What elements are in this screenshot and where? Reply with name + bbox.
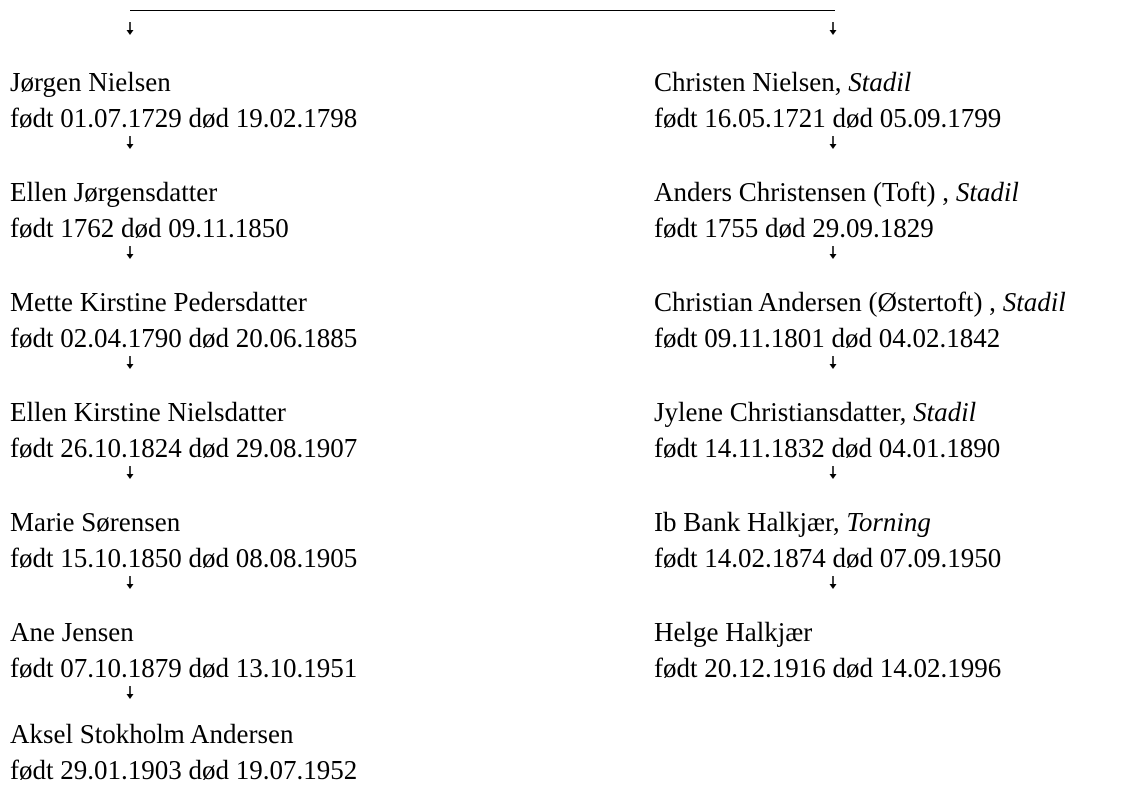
person-place: Torning — [846, 507, 931, 537]
person-name: Anders Christensen (Toft) , — [654, 177, 950, 207]
person-dates: født 07.10.1879 død 13.10.1951 — [10, 653, 358, 683]
person-name: Helge Halkjær — [654, 617, 813, 647]
arrow-down-icon — [125, 576, 135, 590]
person-name: Christian Andersen (Østertoft) , — [654, 287, 996, 317]
arrow-down-icon — [828, 136, 838, 150]
arrow-down-icon — [828, 22, 838, 36]
ancestor-entry — [10, 174, 289, 246]
person-name: Jørgen Nielsen — [10, 67, 171, 97]
arrow-down-icon — [828, 576, 838, 590]
arrow-down-icon — [125, 136, 135, 150]
person-dates: født 29.01.1903 død 19.07.1952 — [10, 755, 358, 785]
person-place: Stadil — [955, 177, 1019, 207]
ancestor-entry — [10, 394, 357, 466]
ancestor-entry — [654, 504, 1001, 576]
person-dates: født 16.05.1721 død 05.09.1799 — [654, 103, 1002, 133]
arrow-down-icon — [125, 22, 135, 36]
ancestor-entry — [654, 64, 1001, 136]
arrow-down-icon — [125, 356, 135, 370]
arrow-down-icon — [828, 246, 838, 260]
person-name: Mette Kirstine Pedersdatter — [10, 287, 307, 317]
person-dates: født 14.11.1832 død 04.01.1890 — [654, 433, 1001, 463]
person-dates: født 1762 død 09.11.1850 — [10, 213, 289, 243]
arrow-down-icon — [125, 246, 135, 260]
person-dates: født 14.02.1874 død 07.09.1950 — [654, 543, 1002, 573]
person-name: Ellen Jørgensdatter — [10, 177, 218, 207]
ancestor-entry — [654, 174, 1019, 246]
person-name: Christen Nielsen, — [654, 67, 842, 97]
ancestor-entry — [654, 614, 1001, 686]
person-place: Stadil — [913, 397, 977, 427]
person-name: Ib Bank Halkjær, — [654, 507, 840, 537]
person-dates: født 02.04.1790 død 20.06.1885 — [10, 323, 358, 353]
ancestor-entry — [10, 504, 357, 576]
person-name: Ellen Kirstine Nielsdatter — [10, 397, 286, 427]
ancestor-entry — [10, 64, 357, 136]
person-dates: født 1755 død 29.09.1829 — [654, 213, 934, 243]
ancestor-entry — [10, 284, 357, 356]
person-dates: født 09.11.1801 død 04.02.1842 — [654, 323, 1001, 353]
arrow-down-icon — [828, 356, 838, 370]
person-place: Stadil — [1002, 287, 1066, 317]
person-name: Marie Sørensen — [10, 507, 181, 537]
person-dates: født 26.10.1824 død 29.08.1907 — [10, 433, 358, 463]
ancestor-entry — [654, 394, 1000, 466]
arrow-down-icon — [125, 466, 135, 480]
top-connector-line — [130, 10, 835, 11]
person-name: Aksel Stokholm Andersen — [10, 719, 294, 749]
person-name: Jylene Christiansdatter, — [654, 397, 907, 427]
person-name: Ane Jensen — [10, 617, 134, 647]
ancestor-entry — [10, 614, 357, 686]
person-dates: født 15.10.1850 død 08.08.1905 — [10, 543, 358, 573]
arrow-down-icon — [125, 686, 135, 700]
ancestor-entry — [10, 716, 357, 788]
arrow-down-icon — [828, 466, 838, 480]
person-place: Stadil — [848, 67, 912, 97]
person-dates: født 20.12.1916 død 14.02.1996 — [654, 653, 1002, 683]
ancestor-entry — [654, 284, 1066, 356]
person-dates: født 01.07.1729 død 19.02.1798 — [10, 103, 358, 133]
